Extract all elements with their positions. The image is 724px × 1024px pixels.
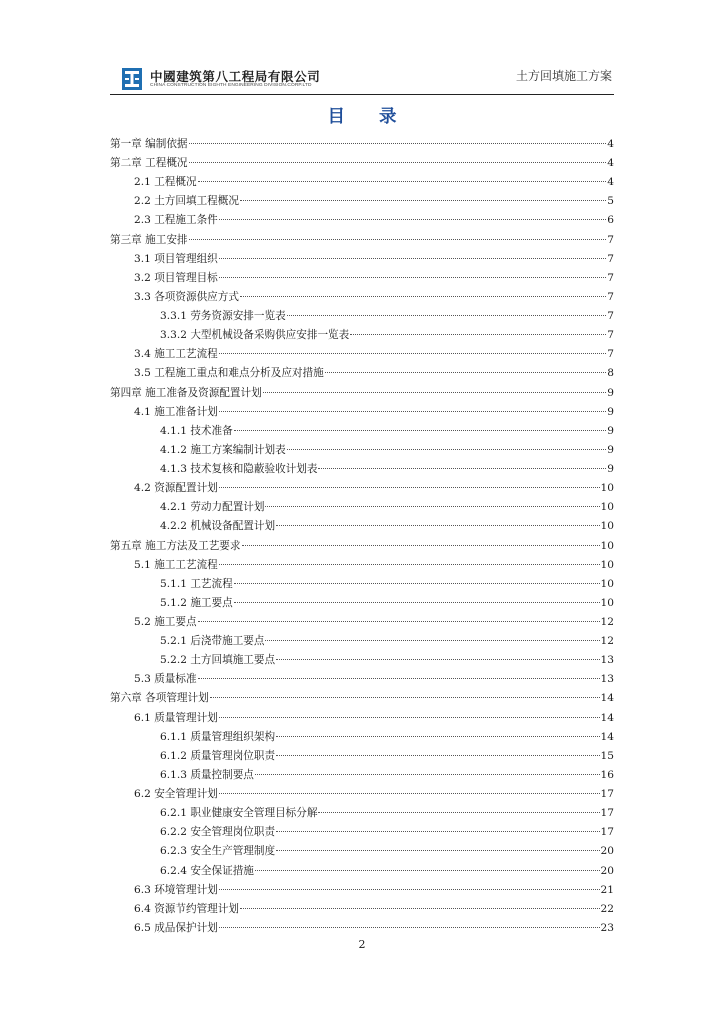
toc-leader-dots	[276, 850, 599, 851]
toc-leader-dots	[198, 181, 607, 182]
toc-leader-dots	[240, 908, 600, 909]
toc-entry-page: 7	[607, 233, 614, 246]
toc-leader-dots	[219, 889, 600, 890]
toc-entry-page: 7	[607, 290, 614, 303]
toc-entry-label: 2.2 土方回填工程概况	[134, 195, 239, 208]
toc-entry[interactable]	[160, 862, 614, 881]
toc-entry[interactable]	[160, 632, 614, 651]
toc-entry-label: 5.2.2 土方回填施工要点	[160, 654, 276, 667]
toc-leader-dots	[219, 219, 606, 220]
toc-entry[interactable]	[134, 613, 614, 632]
toc-entry-page: 4	[607, 138, 614, 150]
toc-entry-label: 第六章 各项管理计划	[110, 692, 209, 705]
toc-entry[interactable]	[160, 498, 614, 517]
toc-entry-label: 3.3 各项资源供应方式	[134, 290, 239, 303]
toc-leader-dots	[318, 812, 599, 813]
toc-entry-page: 13	[600, 654, 614, 667]
toc-leader-dots	[240, 296, 606, 297]
toc-heading: 目 录	[327, 107, 411, 127]
toc-entry-label: 4.1.2 施工方案编制计划表	[160, 443, 286, 456]
toc-entry-label: 5.3 质量标准	[134, 673, 197, 686]
toc-entry[interactable]	[134, 173, 614, 192]
toc-entry-label: 4.1.3 技术复核和隐蔽验收计划表	[160, 463, 318, 476]
toc-entry-label: 5.1 施工工艺流程	[134, 558, 218, 571]
toc-entry-label: 3.4 施工工艺流程	[134, 348, 218, 361]
toc-entry-label: 4.1 施工准备计划	[134, 405, 218, 418]
toc-entry-page: 23	[600, 921, 614, 934]
toc-leader-dots	[287, 449, 607, 450]
toc-entry-page: 20	[600, 864, 614, 877]
toc-entry[interactable]	[160, 842, 614, 861]
toc-leader-dots	[263, 392, 607, 393]
toc-entry[interactable]	[160, 326, 614, 345]
toc-leader-dots	[276, 755, 599, 756]
toc-entry[interactable]	[134, 479, 614, 498]
toc-entry[interactable]	[134, 900, 614, 919]
toc-leader-dots	[234, 602, 600, 603]
toc-entry-page: 14	[600, 730, 614, 743]
company-name-cn: 中國建筑第八工程局有限公司	[150, 69, 321, 84]
toc-entry-page: 17	[600, 826, 614, 839]
toc-entry-page: 10	[600, 577, 614, 590]
toc-entry[interactable]	[160, 823, 614, 842]
toc-entry-label: 6.1.3 质量控制要点	[160, 768, 254, 781]
toc-entry-label: 4.2 资源配置计划	[134, 482, 218, 495]
toc-entry[interactable]	[160, 594, 614, 613]
toc-entry-label: 第二章 工程概况	[110, 157, 188, 170]
document-title: 土方回填施工方案	[515, 69, 612, 83]
toc-entry-label: 5.1.1 工艺流程	[160, 577, 233, 590]
toc-leader-dots	[234, 583, 600, 584]
toc-leader-dots	[189, 162, 607, 163]
toc-leader-dots	[234, 430, 607, 431]
toc-entry-page: 7	[607, 271, 614, 284]
toc-entry[interactable]	[110, 537, 614, 556]
toc-entry-page: 8	[607, 367, 614, 380]
company-name-en: CHINA CONSTRUCTION EIGHTH ENGINEERING DIVISION.CORP.LTD	[150, 83, 312, 88]
toc-leader-dots	[276, 525, 599, 526]
toc-entry-page: 17	[600, 788, 614, 801]
toc-entry-label: 6.2 安全管理计划	[134, 788, 218, 801]
toc-entry-label: 3.1 项目管理组织	[134, 252, 218, 265]
toc-leader-dots	[255, 774, 600, 775]
toc-entry[interactable]	[134, 709, 614, 728]
toc-leader-dots	[219, 411, 606, 412]
toc-entry-page: 10	[600, 596, 614, 609]
toc-entry[interactable]	[160, 422, 614, 441]
toc-entry[interactable]	[134, 288, 614, 307]
toc-entry[interactable]	[110, 231, 614, 250]
toc-entry-label: 4.2.2 机械设备配置计划	[160, 520, 276, 533]
toc-entry[interactable]	[134, 364, 614, 383]
toc-entry[interactable]	[110, 689, 614, 708]
toc-entry-label: 6.2.4 安全保证措施	[160, 864, 254, 877]
toc-entry-page: 7	[607, 252, 614, 265]
toc-entry-page: 12	[600, 616, 614, 628]
toc-entry-page: 7	[607, 310, 614, 323]
toc-entry-page: 9	[607, 386, 614, 399]
toc-entry[interactable]	[160, 651, 614, 670]
toc-entry-page: 16	[600, 768, 614, 781]
toc-entry-page: 14	[600, 711, 614, 724]
toc-leader-dots	[219, 564, 600, 565]
toc-leader-dots	[219, 717, 600, 718]
toc-entry-label: 5.1.2 施工要点	[160, 596, 233, 609]
toc-leader-dots	[325, 372, 607, 373]
toc-leader-dots	[198, 621, 600, 622]
toc-entry-label: 6.5 成品保护计划	[134, 921, 218, 934]
toc-leader-dots	[287, 315, 607, 316]
toc-entry[interactable]	[160, 460, 614, 479]
toc-leader-dots	[219, 793, 600, 794]
toc-leader-dots	[219, 277, 606, 278]
toc-leader-dots	[219, 258, 606, 259]
toc-entry-label: 第四章 施工准备及资源配置计划	[110, 386, 262, 399]
toc-entry-label: 3.3.1 劳务资源安排一览表	[160, 310, 286, 323]
toc-entry[interactable]	[134, 250, 614, 269]
toc-entry[interactable]	[134, 269, 614, 288]
toc-leader-dots	[189, 239, 607, 240]
toc-entry[interactable]	[134, 211, 614, 230]
page-number: 2	[358, 938, 366, 951]
toc-entry-label: 2.1 工程概况	[134, 176, 197, 189]
toc-entry[interactable]	[134, 345, 614, 364]
toc-entry-page: 9	[607, 463, 614, 476]
toc-leader-dots	[219, 487, 600, 488]
toc-entry-label: 5.2 施工要点	[134, 616, 197, 628]
toc-entry-page: 17	[600, 807, 614, 820]
toc-entry-page: 9	[607, 443, 614, 456]
toc-entry[interactable]	[160, 766, 614, 785]
toc-entry[interactable]	[134, 919, 614, 938]
toc-entry[interactable]	[160, 517, 614, 536]
toc-entry-page: 5	[607, 195, 614, 208]
toc-entry-page: 4	[607, 176, 614, 189]
toc-entry-label: 第三章 施工安排	[110, 233, 188, 246]
toc-entry-page: 6	[607, 214, 614, 227]
toc-leader-dots	[219, 353, 606, 354]
toc-leader-dots	[219, 927, 600, 928]
toc-entry-page: 21	[600, 883, 614, 896]
toc-leader-dots	[210, 697, 600, 698]
toc-entry-page: 12	[600, 635, 614, 648]
toc-entry-label: 6.2.3 安全生产管理制度	[160, 845, 276, 858]
toc-entry-label: 2.3 工程施工条件	[134, 214, 218, 227]
toc-entry-label: 4.1.1 技术准备	[160, 424, 233, 437]
toc-entry[interactable]	[110, 154, 614, 173]
toc-leader-dots	[255, 870, 600, 871]
toc-entry[interactable]	[134, 785, 614, 804]
toc-leader-dots	[265, 506, 599, 507]
toc-entry[interactable]	[134, 670, 614, 689]
toc-entry-label: 6.2.1 职业健康安全管理目标分解	[160, 807, 318, 820]
toc-entry-label: 6.1.1 质量管理组织架构	[160, 730, 276, 743]
toc-entry-label: 第一章 编制依据	[110, 138, 188, 150]
toc-entry[interactable]	[110, 135, 614, 154]
toc-entry-label: 3.2 项目管理目标	[134, 271, 218, 284]
toc-leader-dots	[242, 545, 600, 546]
toc-entry-label: 4.2.1 劳动力配置计划	[160, 501, 265, 514]
toc-entry[interactable]	[134, 403, 614, 422]
toc-entry[interactable]	[160, 728, 614, 747]
toc-entry-label: 6.3 环境管理计划	[134, 883, 218, 896]
toc-entry[interactable]	[160, 804, 614, 823]
toc-entry[interactable]	[160, 441, 614, 460]
toc-entry[interactable]	[134, 881, 614, 900]
toc-entry-label: 第五章 施工方法及工艺要求	[110, 539, 241, 552]
toc-entry-page: 9	[607, 405, 614, 418]
toc-leader-dots	[350, 334, 606, 335]
toc-leader-dots	[198, 678, 600, 679]
toc-leader-dots	[189, 143, 607, 144]
toc-entry-label: 6.2.2 安全管理岗位职责	[160, 826, 276, 839]
toc-entry[interactable]	[160, 575, 614, 594]
toc-entry-page: 10	[600, 539, 614, 552]
toc-entry-page: 13	[600, 673, 614, 686]
toc-entry-label: 6.4 资源节约管理计划	[134, 902, 239, 915]
toc-entry[interactable]	[134, 192, 614, 211]
toc-entry-page: 4	[607, 157, 614, 170]
toc-entry-page: 10	[600, 482, 614, 495]
toc-leader-dots	[276, 736, 599, 737]
toc-entry-page: 9	[607, 424, 614, 437]
toc-leader-dots	[240, 200, 606, 201]
toc-entry[interactable]	[110, 384, 614, 403]
toc-entry-page: 10	[600, 520, 614, 533]
toc-entry-page: 7	[607, 348, 614, 361]
toc-entry-page: 22	[600, 902, 614, 915]
toc-entry-label: 3.5 工程施工重点和难点分析及应对措施	[134, 367, 324, 380]
toc-entry-page: 20	[600, 845, 614, 858]
toc-leader-dots	[276, 831, 599, 832]
toc-entry-label: 5.2.1 后浇带施工要点	[160, 635, 265, 648]
toc-leader-dots	[276, 659, 599, 660]
toc-entry-label: 6.1 质量管理计划	[134, 711, 218, 724]
toc-entry-page: 14	[600, 692, 614, 705]
toc-entry[interactable]	[160, 747, 614, 766]
toc-entry[interactable]	[160, 307, 614, 326]
toc-entry-page: 10	[600, 558, 614, 571]
toc-leader-dots	[265, 640, 599, 641]
toc-entry-label: 3.3.2 大型机械设备采购供应安排一览表	[160, 329, 350, 342]
toc-entry-label: 6.1.2 质量管理岗位职责	[160, 749, 276, 762]
toc-leader-dots	[318, 468, 606, 469]
toc-entry[interactable]	[134, 556, 614, 575]
toc-entry-page: 7	[607, 329, 614, 342]
toc-entry-page: 15	[600, 749, 614, 762]
toc-entry-page: 10	[600, 501, 614, 514]
